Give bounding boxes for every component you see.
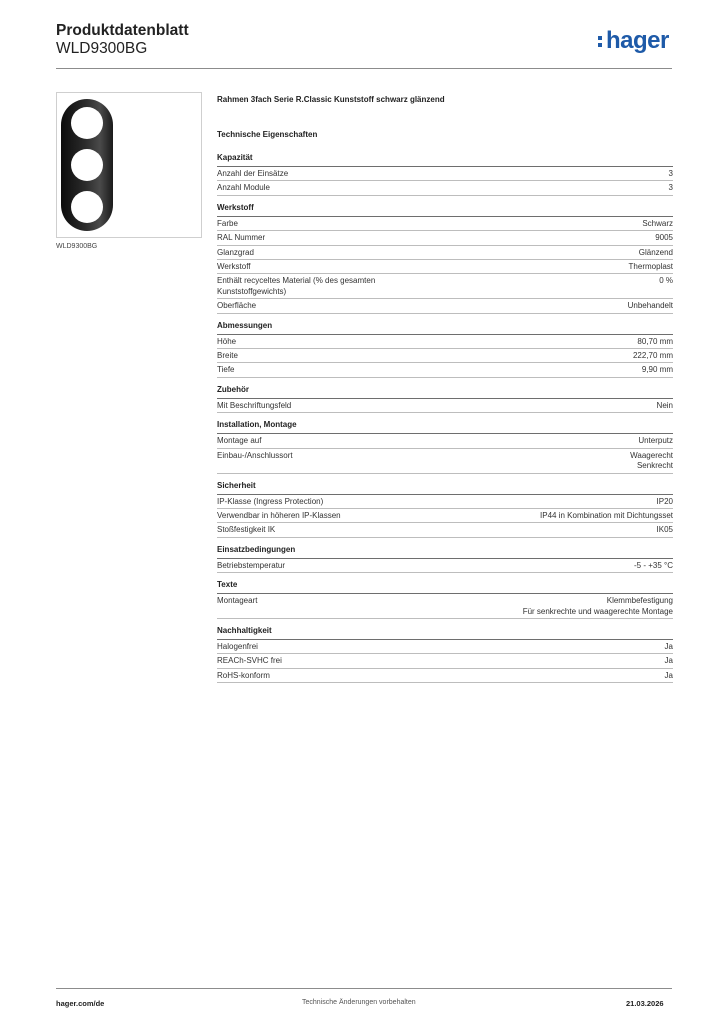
property-value-line: Ja bbox=[664, 656, 673, 666]
property-row bbox=[217, 260, 673, 274]
property-value bbox=[665, 656, 673, 666]
article-number: WLD9300BG bbox=[56, 40, 148, 57]
property-value-line: 0 % bbox=[659, 276, 673, 286]
property-value-line: Waagerecht bbox=[630, 450, 673, 460]
property-value-line: Klemmbefestigung bbox=[606, 596, 673, 606]
property-value bbox=[523, 596, 673, 617]
property-row bbox=[217, 640, 673, 654]
property-value bbox=[634, 561, 673, 571]
footer-website: hager.com/de bbox=[56, 999, 105, 1008]
logo-text: hager bbox=[606, 27, 669, 54]
property-value-line: 9005 bbox=[655, 233, 673, 243]
property-value bbox=[540, 511, 673, 521]
group-title: Kapazität bbox=[217, 153, 673, 167]
property-value bbox=[665, 671, 673, 681]
property-row bbox=[217, 559, 673, 573]
property-row bbox=[217, 654, 673, 668]
property-row bbox=[217, 181, 673, 195]
product-title: Rahmen 3fach Serie R.Classic Kunststoff schwarz glänzend bbox=[217, 95, 445, 104]
group-title: Texte bbox=[217, 580, 673, 594]
section-heading: Technische Eigenschaften bbox=[217, 130, 318, 139]
property-row bbox=[217, 167, 673, 181]
property-row bbox=[217, 434, 673, 448]
property-label: Anzahl Module bbox=[217, 183, 270, 193]
property-value bbox=[657, 525, 673, 535]
property-label: Glanzgrad bbox=[217, 247, 254, 257]
property-value-line: Ja bbox=[664, 641, 673, 651]
property-value bbox=[629, 262, 673, 272]
property-value-line: 3 bbox=[668, 183, 673, 193]
property-value bbox=[657, 497, 673, 507]
property-value-line: Nein bbox=[656, 400, 673, 410]
property-value-line: Unbehandelt bbox=[627, 301, 673, 311]
property-value bbox=[655, 233, 673, 243]
frame-3fach-icon bbox=[57, 93, 201, 237]
property-label: Breite bbox=[217, 351, 238, 361]
property-value-line: Glänzend bbox=[638, 247, 673, 257]
property-group bbox=[217, 153, 673, 196]
property-label: Einbau-/Anschlussort bbox=[217, 450, 293, 460]
logo-dot-lower bbox=[598, 43, 602, 47]
property-row bbox=[217, 495, 673, 509]
property-row bbox=[217, 363, 673, 377]
property-label: Oberfläche bbox=[217, 301, 257, 311]
property-label: Tiefe bbox=[217, 365, 235, 375]
property-row bbox=[217, 449, 673, 474]
header-divider bbox=[56, 68, 672, 69]
property-label: RAL Nummer bbox=[217, 233, 266, 243]
group-title: Abmessungen bbox=[217, 321, 673, 335]
datasheet-content bbox=[217, 95, 673, 683]
property-group bbox=[217, 420, 673, 473]
image-caption: WLD9300BG bbox=[56, 243, 98, 250]
property-value-line: Senkrecht bbox=[636, 461, 673, 471]
property-value-line: Für senkrechte und waagerechte Montage bbox=[522, 606, 673, 616]
property-row bbox=[217, 274, 673, 299]
property-value-line: 9,90 mm bbox=[641, 365, 673, 375]
property-value bbox=[642, 365, 673, 375]
group-title: Sicherheit bbox=[217, 481, 673, 495]
property-row bbox=[217, 509, 673, 523]
property-row bbox=[217, 399, 673, 413]
property-value bbox=[628, 301, 673, 311]
property-group bbox=[217, 481, 673, 538]
page-title: Produktdatenblatt bbox=[56, 22, 189, 39]
property-value bbox=[669, 183, 673, 193]
property-value-line: Schwarz bbox=[642, 218, 673, 228]
property-group bbox=[217, 580, 673, 619]
hager-logo bbox=[596, 26, 676, 58]
property-row bbox=[217, 594, 673, 619]
property-label: RoHS-konform bbox=[217, 670, 270, 680]
property-value bbox=[665, 642, 673, 652]
group-title: Installation, Montage bbox=[217, 420, 673, 434]
property-row bbox=[217, 349, 673, 363]
property-label: Enthält recyceltes Material (% des gesamten Kunststoffgewichts) bbox=[217, 276, 376, 296]
property-label: Betriebstemperatur bbox=[217, 560, 286, 570]
product-image bbox=[56, 92, 202, 238]
property-groups bbox=[217, 153, 673, 683]
property-value bbox=[639, 248, 673, 258]
property-value-line: Ja bbox=[664, 670, 673, 680]
property-label: Höhe bbox=[217, 336, 237, 346]
property-value-line: -5 - +35 °C bbox=[634, 560, 673, 570]
footer-date: 21.03.2026 bbox=[626, 999, 664, 1008]
property-label: Montage auf bbox=[217, 436, 262, 446]
property-value-line: IP44 in Kombination mit Dichtungsset bbox=[540, 510, 673, 520]
property-row bbox=[217, 246, 673, 260]
property-label: Halogenfrei bbox=[217, 641, 258, 651]
property-value-line: 3 bbox=[668, 169, 673, 178]
property-value-line: IP20 bbox=[656, 496, 673, 506]
group-title: Nachhaltigkeit bbox=[217, 626, 673, 640]
property-label: Verwendbar in höheren IP-Klassen bbox=[217, 510, 341, 520]
property-label: Farbe bbox=[217, 218, 238, 228]
property-value bbox=[637, 337, 673, 347]
footer-divider bbox=[56, 988, 672, 989]
property-group bbox=[217, 321, 673, 378]
property-label: Montageart bbox=[217, 596, 258, 606]
property-value-line: 222,70 mm bbox=[632, 351, 673, 361]
logo-dot-upper bbox=[598, 36, 602, 40]
property-group bbox=[217, 203, 673, 314]
property-value bbox=[669, 169, 673, 179]
property-label: Werkstoff bbox=[217, 262, 251, 272]
group-title: Werkstoff bbox=[217, 203, 673, 217]
property-row bbox=[217, 335, 673, 349]
property-value-line: 80,70 mm bbox=[637, 336, 673, 346]
property-row bbox=[217, 217, 673, 231]
property-label: REACh-SVHC frei bbox=[217, 656, 282, 666]
property-value bbox=[642, 219, 673, 229]
property-row bbox=[217, 669, 673, 683]
property-value bbox=[633, 351, 673, 361]
property-row bbox=[217, 299, 673, 313]
property-group bbox=[217, 626, 673, 683]
property-value bbox=[657, 401, 673, 411]
property-value bbox=[638, 436, 673, 446]
property-label: Stoßfestigkeit IK bbox=[217, 525, 276, 535]
property-row bbox=[217, 523, 673, 537]
property-value bbox=[659, 276, 673, 297]
footer-notice: Technische Änderungen vorbehalten bbox=[302, 999, 416, 1006]
property-value bbox=[630, 451, 673, 472]
property-label: IP-Klasse (Ingress Protection) bbox=[217, 496, 324, 506]
property-row bbox=[217, 231, 673, 245]
property-group bbox=[217, 385, 673, 413]
property-value-line: Unterputz bbox=[638, 436, 673, 446]
property-group bbox=[217, 545, 673, 573]
property-label: Mit Beschriftungsfeld bbox=[217, 400, 292, 410]
property-value-line: IK05 bbox=[656, 525, 673, 535]
group-title: Einsatzbedingungen bbox=[217, 545, 673, 559]
property-label: Anzahl der Einsätze bbox=[217, 169, 289, 178]
property-value-line: Thermoplast bbox=[628, 262, 673, 272]
group-title: Zubehör bbox=[217, 385, 673, 399]
